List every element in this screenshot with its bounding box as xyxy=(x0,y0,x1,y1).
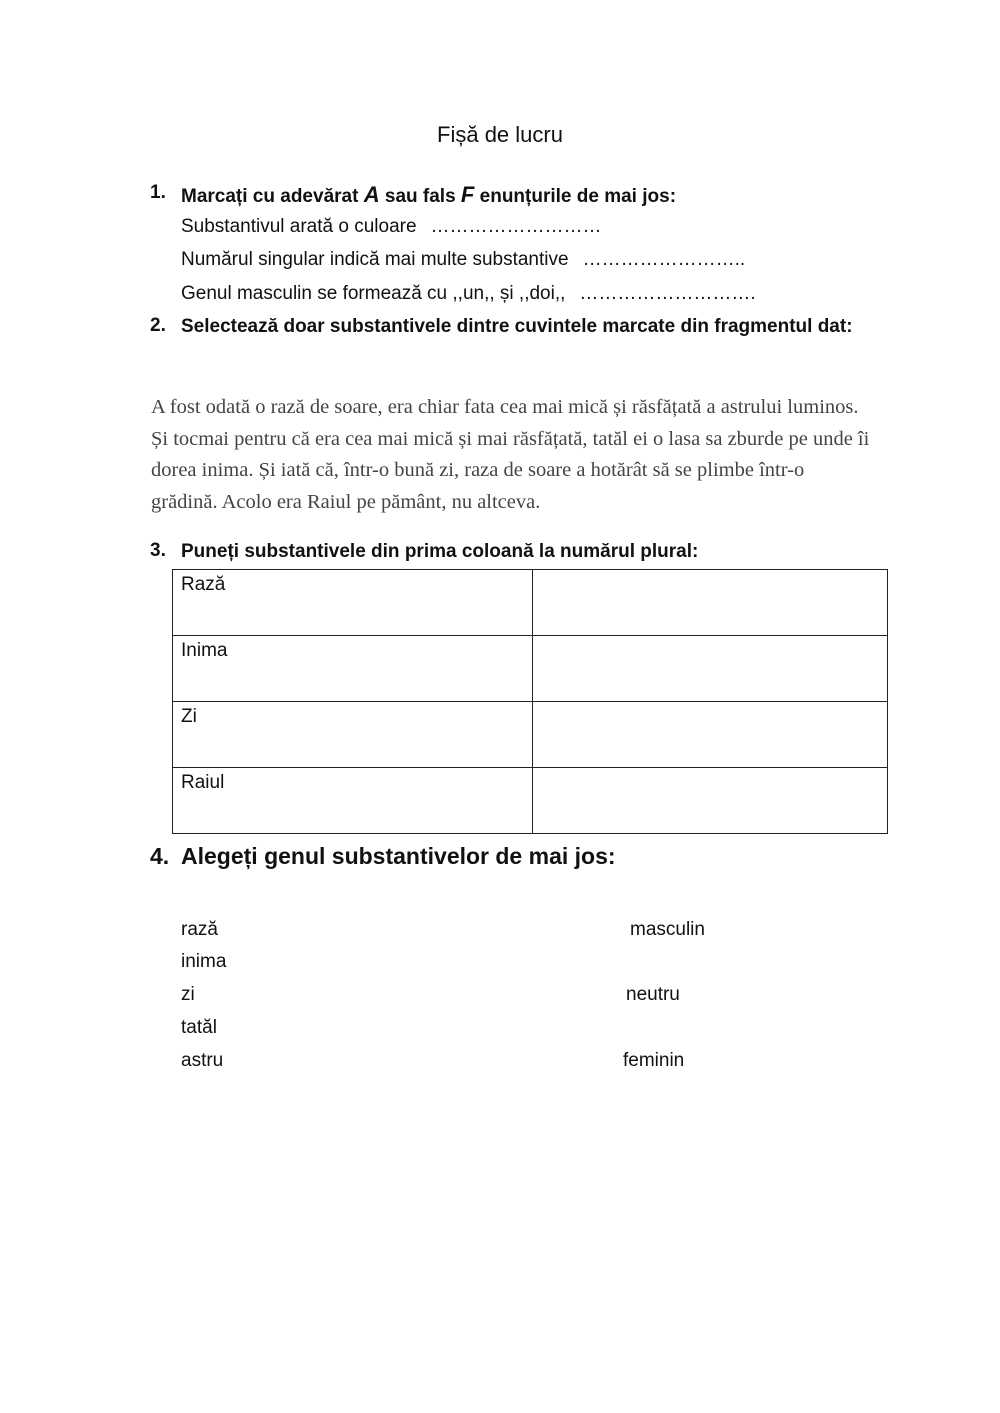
singular-cell: Inima xyxy=(173,636,533,702)
q2-passage[interactable]: A fost odată o rază de soare, era chiar fata cea mai mică și răsfățată a astrului luminos. Și tocmai pentru că era cea mai mică și mai răsfățată, tatăl ei o lasa sa zburde pe unde îi dorea inima. Și iată că, într-o bună zi, raza de soare a hotărât să se plimbe într-o grădină. Acolo era Raiul pe pământ, nu altceva. xyxy=(151,396,870,513)
q2-prompt: Selectează doar substantivele dintre cuvintele marcate din fragmentul dat: xyxy=(181,316,853,337)
noun-item[interactable]: zi xyxy=(181,984,195,1005)
gender-option-masculin[interactable]: masculin xyxy=(630,919,705,940)
gender-option-feminin[interactable]: feminin xyxy=(623,1050,685,1071)
noun-item[interactable]: rază xyxy=(181,919,218,940)
q1-false-letter: F xyxy=(460,182,475,207)
plural-answer-cell[interactable] xyxy=(533,636,888,702)
plural-answer-cell[interactable] xyxy=(533,768,888,834)
plural-table xyxy=(172,569,888,834)
answer-blank[interactable]: ……………………… xyxy=(430,216,602,237)
q4-prompt: Alegeți genul substantivelor de mai jos: xyxy=(181,843,616,869)
q1-statement xyxy=(181,216,602,238)
q1-prompt xyxy=(181,178,881,213)
q2-number: 2. xyxy=(150,315,166,336)
q1-prompt-part3: enunțurile de mai jos: xyxy=(474,186,677,207)
table-row xyxy=(173,702,888,768)
noun-item[interactable]: astru xyxy=(181,1050,224,1071)
answer-blank[interactable]: ………………………. xyxy=(579,283,756,304)
q4-number: 4. xyxy=(150,843,170,869)
q1-prompt-part2: sau fals xyxy=(379,186,461,207)
answer-blank[interactable]: …………………….. xyxy=(582,249,746,270)
statement-text: Substantivul arată o culoare xyxy=(181,216,417,237)
statement-text: Numărul singular indică mai multe substantive xyxy=(181,249,569,270)
noun-item[interactable]: inima xyxy=(181,951,227,972)
q1-true-letter: A xyxy=(363,182,380,207)
q1-number: 1. xyxy=(150,182,166,203)
q3-number: 3. xyxy=(150,540,166,561)
q3-prompt: Puneți substantivele din prima coloană la numărul plural: xyxy=(181,541,699,562)
page-title: Fișă de lucru xyxy=(437,122,563,147)
table-row xyxy=(173,570,888,636)
table-row xyxy=(173,636,888,702)
plural-answer-cell[interactable] xyxy=(533,702,888,768)
plural-answer-cell[interactable] xyxy=(533,570,888,636)
singular-cell: Zi xyxy=(173,702,533,768)
singular-cell: Rază xyxy=(173,570,533,636)
q1-statement xyxy=(181,283,756,305)
q1-prompt-part1: Marcați cu adevărat xyxy=(181,186,364,207)
noun-item[interactable]: tatăl xyxy=(181,1017,217,1038)
statement-text: Genul masculin se formează cu ,,un,, și ,,doi,, xyxy=(181,283,566,304)
gender-option-neutru[interactable]: neutru xyxy=(626,984,680,1005)
singular-cell: Raiul xyxy=(173,768,533,834)
table-row xyxy=(173,768,888,834)
q1-statement xyxy=(181,249,745,271)
